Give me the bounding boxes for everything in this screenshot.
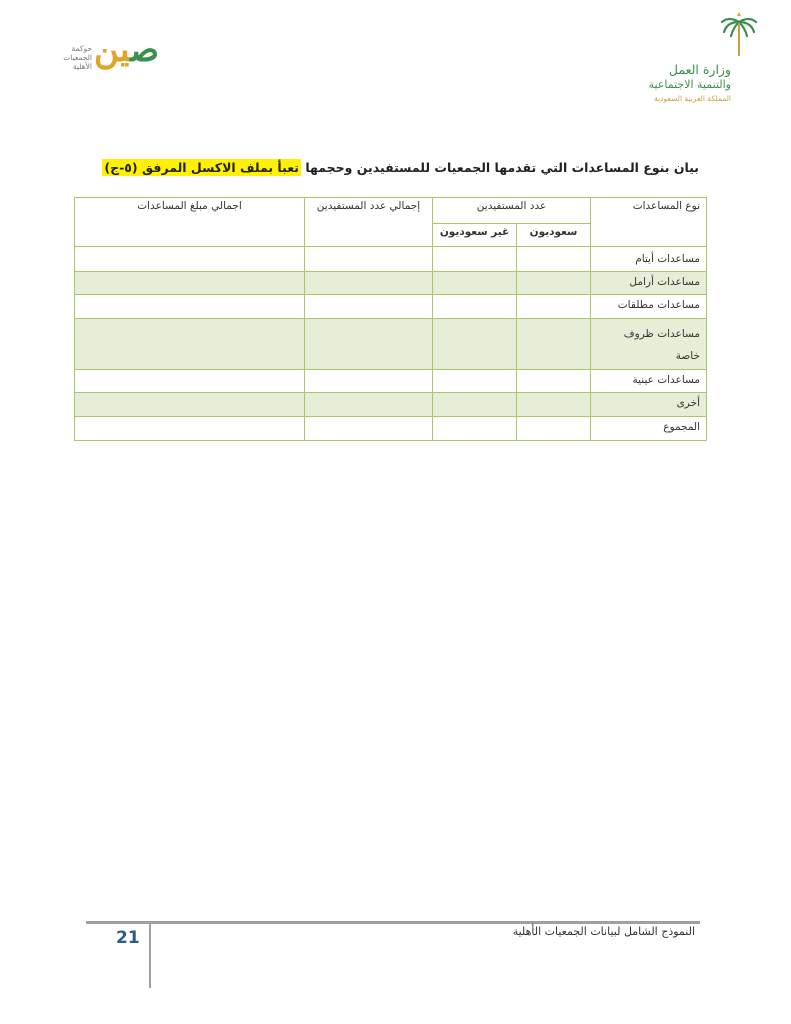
assistance-table [74,197,707,441]
header-non-saudi: غير سعوديون [433,224,517,247]
cell-saudi[interactable] [517,393,591,417]
table-row [75,247,707,272]
cell-total-beneficiaries[interactable] [305,370,433,393]
cell-total-beneficiaries[interactable] [305,272,433,295]
table-row-total [75,417,707,441]
cell-total-amount[interactable] [75,247,305,272]
row-label: مساعدات أيتام [591,247,707,272]
cell-saudi[interactable] [517,272,591,295]
left-logo [52,28,172,78]
section-heading [102,160,699,175]
palm-icon [719,12,759,60]
cell-total-amount[interactable] [75,417,305,441]
cell-non-saudi[interactable] [433,272,517,295]
cell-non-saudi[interactable] [433,393,517,417]
footer-divider [86,921,700,924]
footer-title: النموذج الشامل لبيانات الجمعيات الأهلية [512,925,695,938]
cell-total-amount[interactable] [75,370,305,393]
logo-line: حوكمة [71,44,92,53]
heading-highlight: تعبأ بملف الاكسل المرفق (٥-ج) [104,160,299,175]
logo-line: الأهلية [72,62,92,71]
ministry-name-2: والتنمية الاجتماعية [648,78,731,91]
cell-non-saudi[interactable] [433,370,517,393]
cell-saudi[interactable] [517,319,591,370]
cell-saudi[interactable] [517,295,591,319]
row-label: مساعدات أرامل [591,272,707,295]
left-logo-text [52,44,92,71]
kingdom-name: المملكة العربية السعودية [654,94,731,103]
cell-total-beneficiaries[interactable] [305,393,433,417]
ministry-logo [648,12,761,103]
table-row [75,272,707,295]
logo-line: الجمعيات [63,53,92,62]
cell-total-beneficiaries[interactable] [305,417,433,441]
cell-total-beneficiaries[interactable] [305,319,433,370]
cell-total-amount[interactable] [75,272,305,295]
footer-vertical-divider [149,924,151,988]
cell-total-beneficiaries[interactable] [305,247,433,272]
table-row [75,393,707,417]
cell-total-amount[interactable] [75,295,305,319]
cell-total-beneficiaries[interactable] [305,295,433,319]
header-type: نوع المساعدات [591,198,707,247]
ministry-name: وزارة العمل [668,62,731,77]
row-label: مساعدات مطلقات [591,295,707,319]
heading-text: بيان بنوع المساعدات التي تقدمها الجمعيات للمستفيدين وحجمها [305,160,699,175]
row-label: مساعدات عينية [591,370,707,393]
table-row [75,370,707,393]
cell-non-saudi[interactable] [433,319,517,370]
cell-saudi[interactable] [517,247,591,272]
header-beneficiaries: عدد المستفيدين [433,198,591,224]
cell-total-amount[interactable] [75,393,305,417]
table-row [75,319,707,370]
cell-non-saudi[interactable] [433,417,517,441]
header-total-amount: اجمالي مبلغ المساعدات [75,198,305,247]
row-label: مساعدات ظروف خاصة [591,319,707,370]
cell-saudi[interactable] [517,370,591,393]
table-row [75,295,707,319]
header-saudi: سعوديون [517,224,591,247]
brand-logo: صين [94,30,160,70]
cell-non-saudi[interactable] [433,247,517,272]
cell-saudi[interactable] [517,417,591,441]
row-label: أخرى [591,393,707,417]
cell-non-saudi[interactable] [433,295,517,319]
header-total-beneficiaries: إجمالي عدد المستفيدين [305,198,433,247]
page-number: 21 [116,928,140,948]
row-label-total: المجموع [591,417,707,441]
cell-total-amount[interactable] [75,319,305,370]
